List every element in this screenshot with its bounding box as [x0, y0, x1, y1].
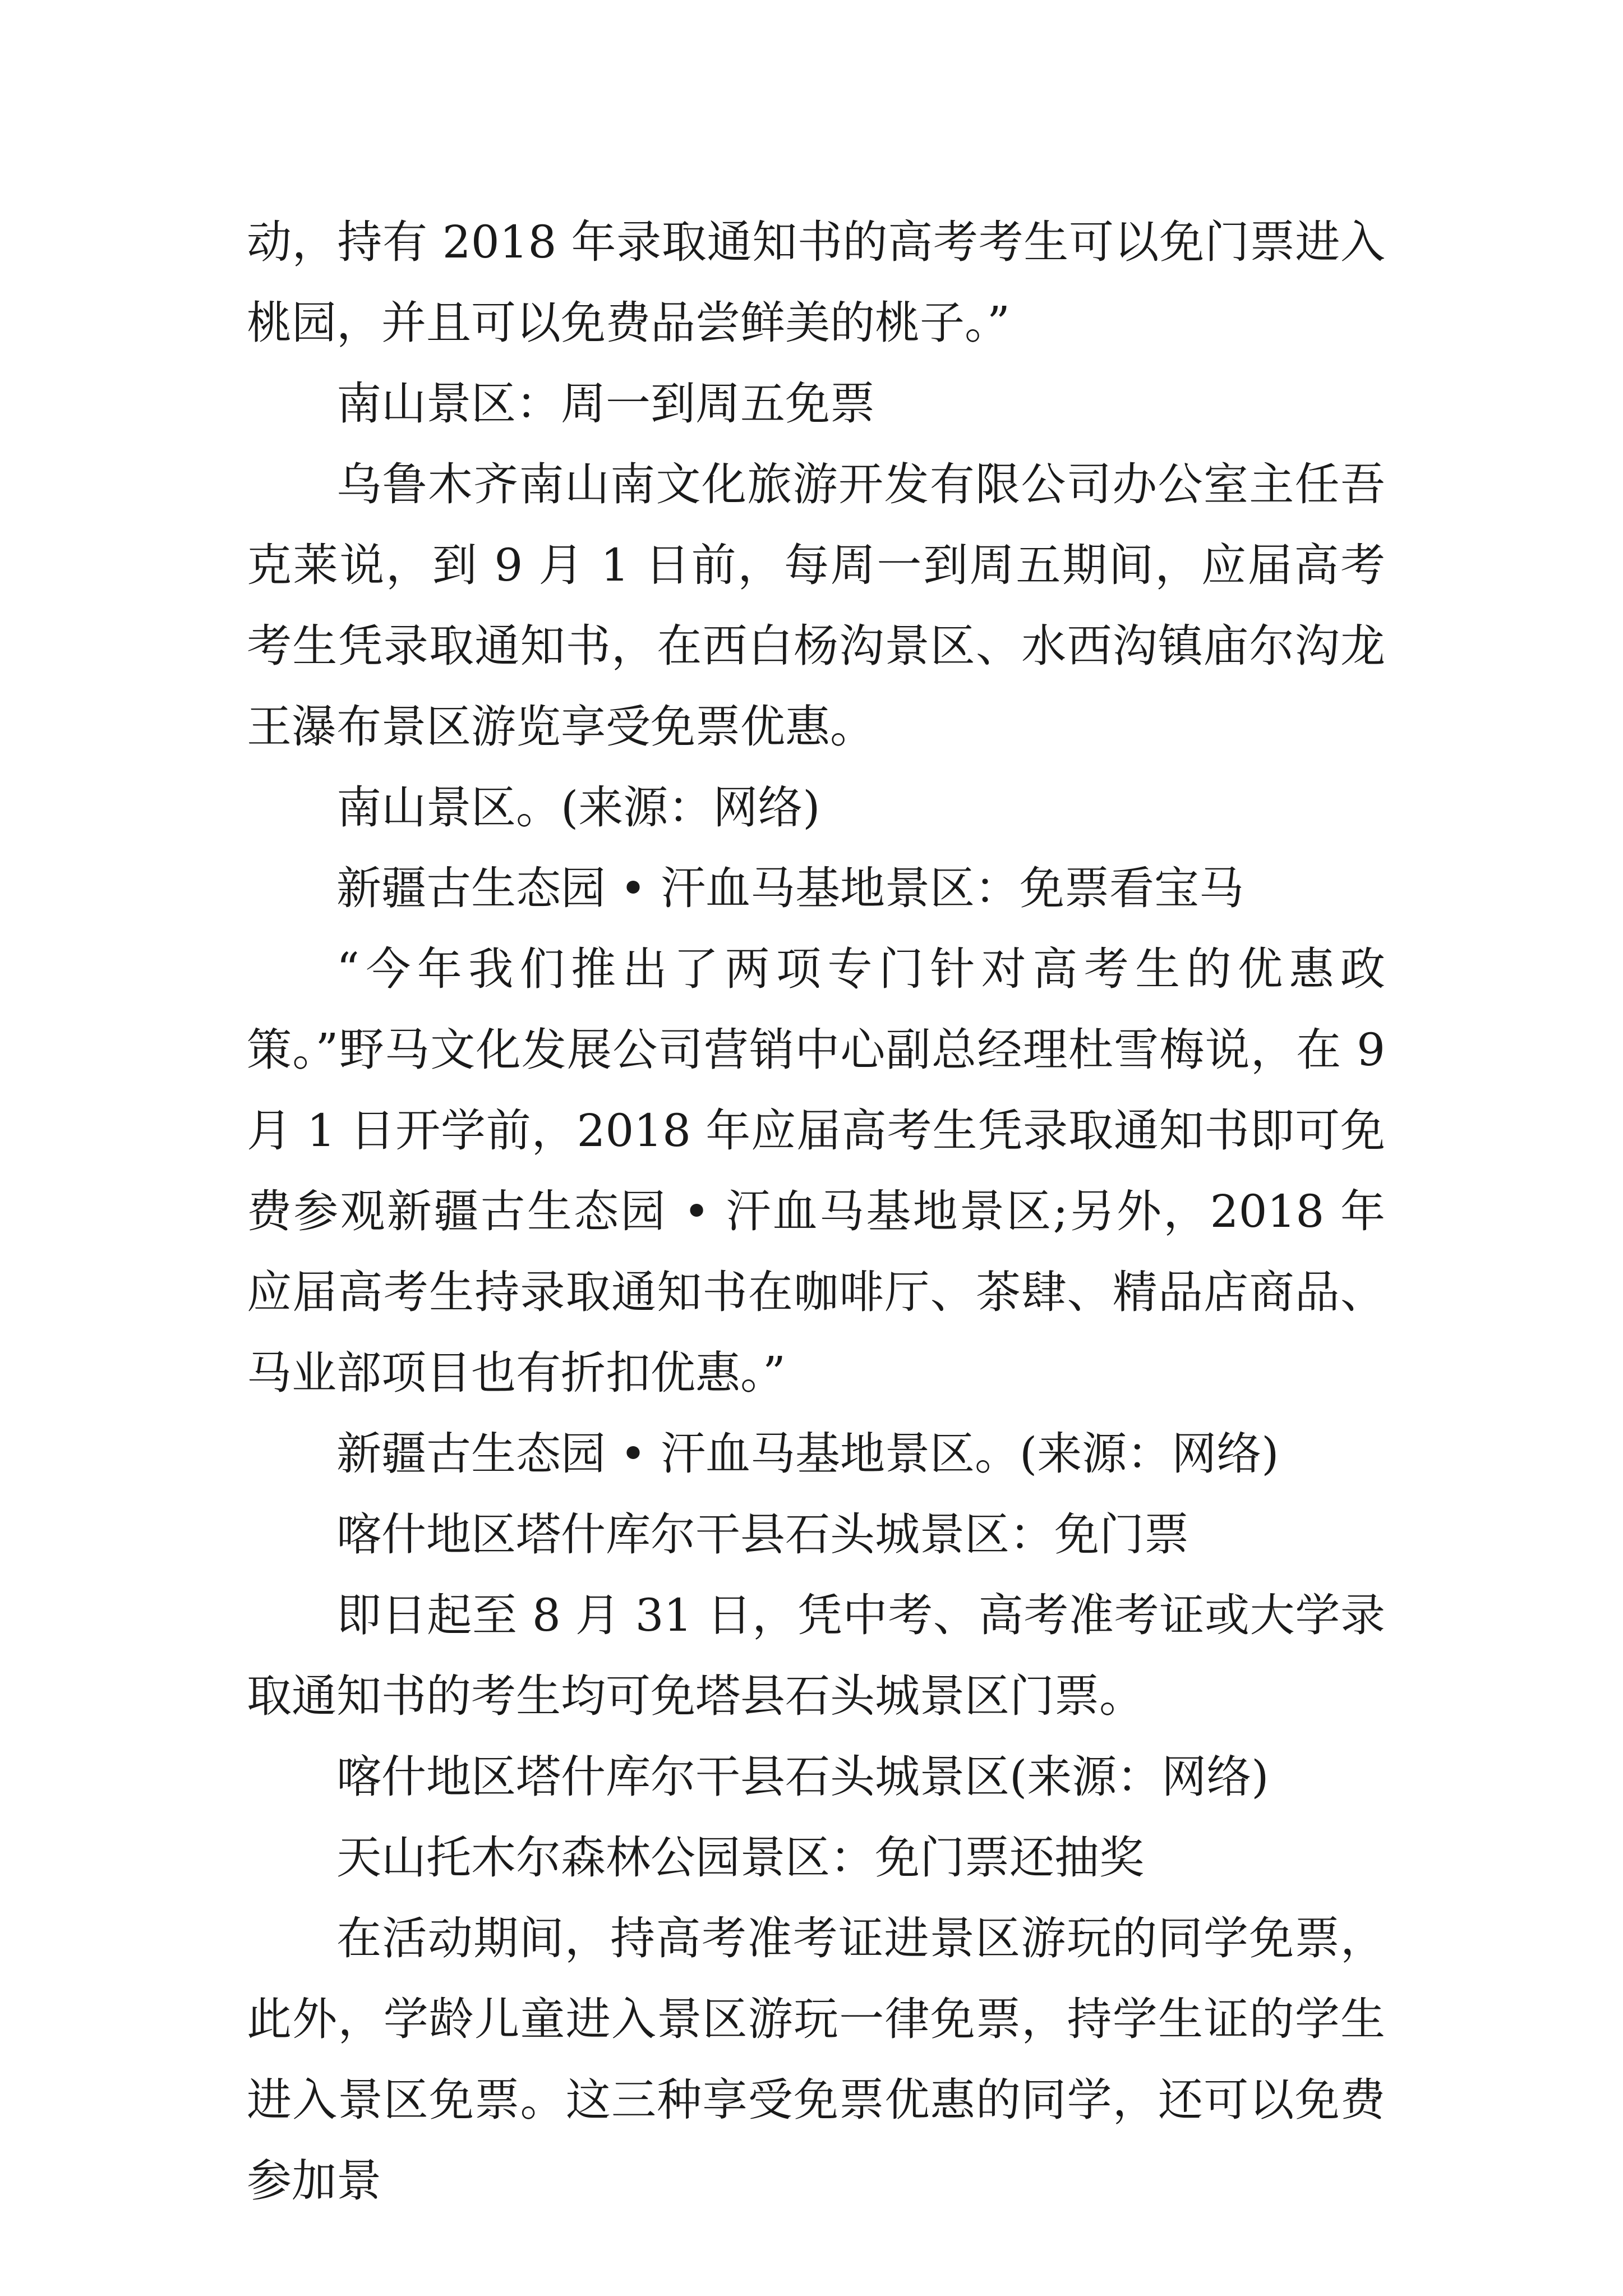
body-text: [247, 202, 1385, 2221]
paragraph-tomur: 在活动期间，持高考准考证进景区游玩的同学免票，此外，学龄儿童进入景区游玩一律免票，持学生证的学生进入景区免票。这三种享受免票优惠的同学，还可以免费参加景: [247, 1912, 1385, 2207]
paragraph-ecopark: “今年我们推出了两项专门针对高考生的优惠政策。”野马文化发展公司营销中心副总经理杜雪梅说，在 9 月 1 日开学前，2018 年应届高考生凭录取通知书即可免费参观新疆古生态园 • 汗血马基地景区;另外，2018 年应届高考生持录取通知书在咖啡厅、茶肆、精品店商品、马业部项目也有折扣优惠。”: [247, 943, 1385, 1399]
section-heading-tomur: 天山托木尔森林公园景区：免门票还抽奖: [336, 1832, 1144, 1884]
paragraph-stonecity: 即日起至 8 月 31 日，凭中考、高考准考证或大学录取通知书的考生均可免塔县石头城景区门票。: [247, 1589, 1385, 1722]
section-heading-nanshan: 南山景区：周一到周五免票: [336, 378, 875, 430]
paragraph-continuation: 动，持有 2018 年录取通知书的高考考生可以免门票进入桃园，并且可以免费品尝鲜美的桃子。”: [247, 216, 1385, 349]
section-heading-ecopark: 新疆古生态园 • 汗血马基地景区：免票看宝马: [336, 862, 1244, 914]
paragraph-nanshan: 乌鲁木齐南山南文化旅游开发有限公司办公室主任吾克莱说，到 9 月 1 日前，每周一到周五期间，应届高考考生凭录取通知书，在西白杨沟景区、水西沟镇庙尔沟龙王瀑布景区游览享受免票优惠。: [247, 458, 1385, 753]
section-heading-stonecity: 喀什地区塔什库尔干县石头城景区：免门票: [336, 1508, 1189, 1561]
image-caption-nanshan: 南山景区。(来源：网络): [336, 781, 820, 834]
image-caption-stonecity: 喀什地区塔什库尔干县石头城景区(来源：网络): [336, 1751, 1269, 1803]
image-caption-ecopark: 新疆古生态园 • 汗血马基地景区。(来源：网络): [336, 1428, 1279, 1480]
